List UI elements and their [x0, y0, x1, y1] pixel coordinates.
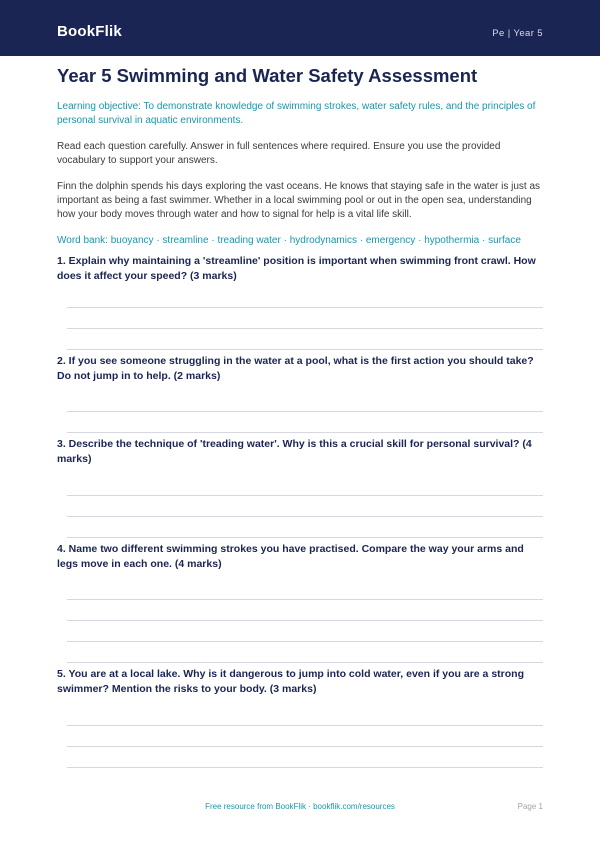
question-5 — [57, 667, 543, 768]
page-header — [0, 0, 600, 56]
answer-line[interactable] — [67, 287, 543, 308]
questions-section — [57, 254, 543, 768]
question-4 — [57, 542, 543, 663]
answer-line[interactable] — [67, 579, 543, 600]
subject-year-label: Pe | Year 5 — [492, 28, 543, 39]
page-footer — [0, 800, 600, 816]
answer-line[interactable] — [67, 517, 543, 538]
instructions: Read each question carefully. Answer in full sentences where required. Ensure you use the provided vocabulary to support your answers. — [57, 141, 501, 166]
page-number: Page 1 — [517, 802, 543, 811]
question-3 — [57, 437, 543, 538]
answer-line[interactable] — [67, 475, 543, 496]
answer-line[interactable] — [67, 705, 543, 726]
answer-line[interactable] — [67, 642, 543, 663]
question-text: 1. Explain why maintaining a 'streamline' position is important when swimming front crawl. How does it affect your speed? (3 marks) — [57, 255, 536, 282]
answer-area[interactable] — [67, 579, 543, 663]
story-paragraph: Finn the dolphin spends his days exploring the vast oceans. He knows that staying safe in the water is just as important as being a fast swimmer. Whether in a local swimming pool or out in the open sea, understanding how your body moves through water and how to signal for help is a vital life skill. — [57, 181, 541, 220]
footer-link[interactable]: Free resource from BookFlik · bookflik.com/resources — [205, 802, 395, 811]
intro-section — [57, 64, 543, 248]
question-text: 3. Describe the technique of 'treading water'. Why is this a crucial skill for personal survival? (4 marks) — [57, 438, 532, 465]
answer-line[interactable] — [67, 308, 543, 329]
question-text: 2. If you see someone struggling in the water at a pool, what is the first action you should take? Do not jump in to help. (2 marks) — [57, 355, 534, 382]
answer-area[interactable] — [67, 287, 543, 350]
answer-line[interactable] — [67, 621, 543, 642]
page-title: Year 5 Swimming and Water Safety Assessment — [57, 65, 478, 86]
answer-area[interactable] — [67, 475, 543, 538]
answer-line[interactable] — [67, 726, 543, 747]
answer-line[interactable] — [67, 391, 543, 412]
question-1 — [57, 254, 543, 350]
question-text: 5. You are at a local lake. Why is it dangerous to jump into cold water, even if you are a strong swimmer? Mention the risks to your body. (3 marks) — [57, 668, 524, 695]
answer-area[interactable] — [67, 391, 543, 433]
question-2 — [57, 354, 543, 433]
answer-line[interactable] — [67, 600, 543, 621]
answer-line[interactable] — [67, 747, 543, 768]
answer-line[interactable] — [67, 329, 543, 350]
answer-line[interactable] — [67, 496, 543, 517]
learning-objective: Learning objective: To demonstrate knowledge of swimming strokes, water safety rules, and the principles of personal survival in aquatic environments. — [57, 101, 536, 126]
question-text: 4. Name two different swimming strokes you have practised. Compare the way your arms and legs move in each one. (4 marks) — [57, 543, 524, 570]
word-bank: Word bank: buoyancy · streamline · treading water · hydrodynamics · emergency · hypothermia · surface — [57, 235, 521, 246]
brand-logo[interactable]: BookFlik — [57, 23, 122, 40]
answer-area[interactable] — [67, 705, 543, 768]
answer-line[interactable] — [67, 412, 543, 433]
